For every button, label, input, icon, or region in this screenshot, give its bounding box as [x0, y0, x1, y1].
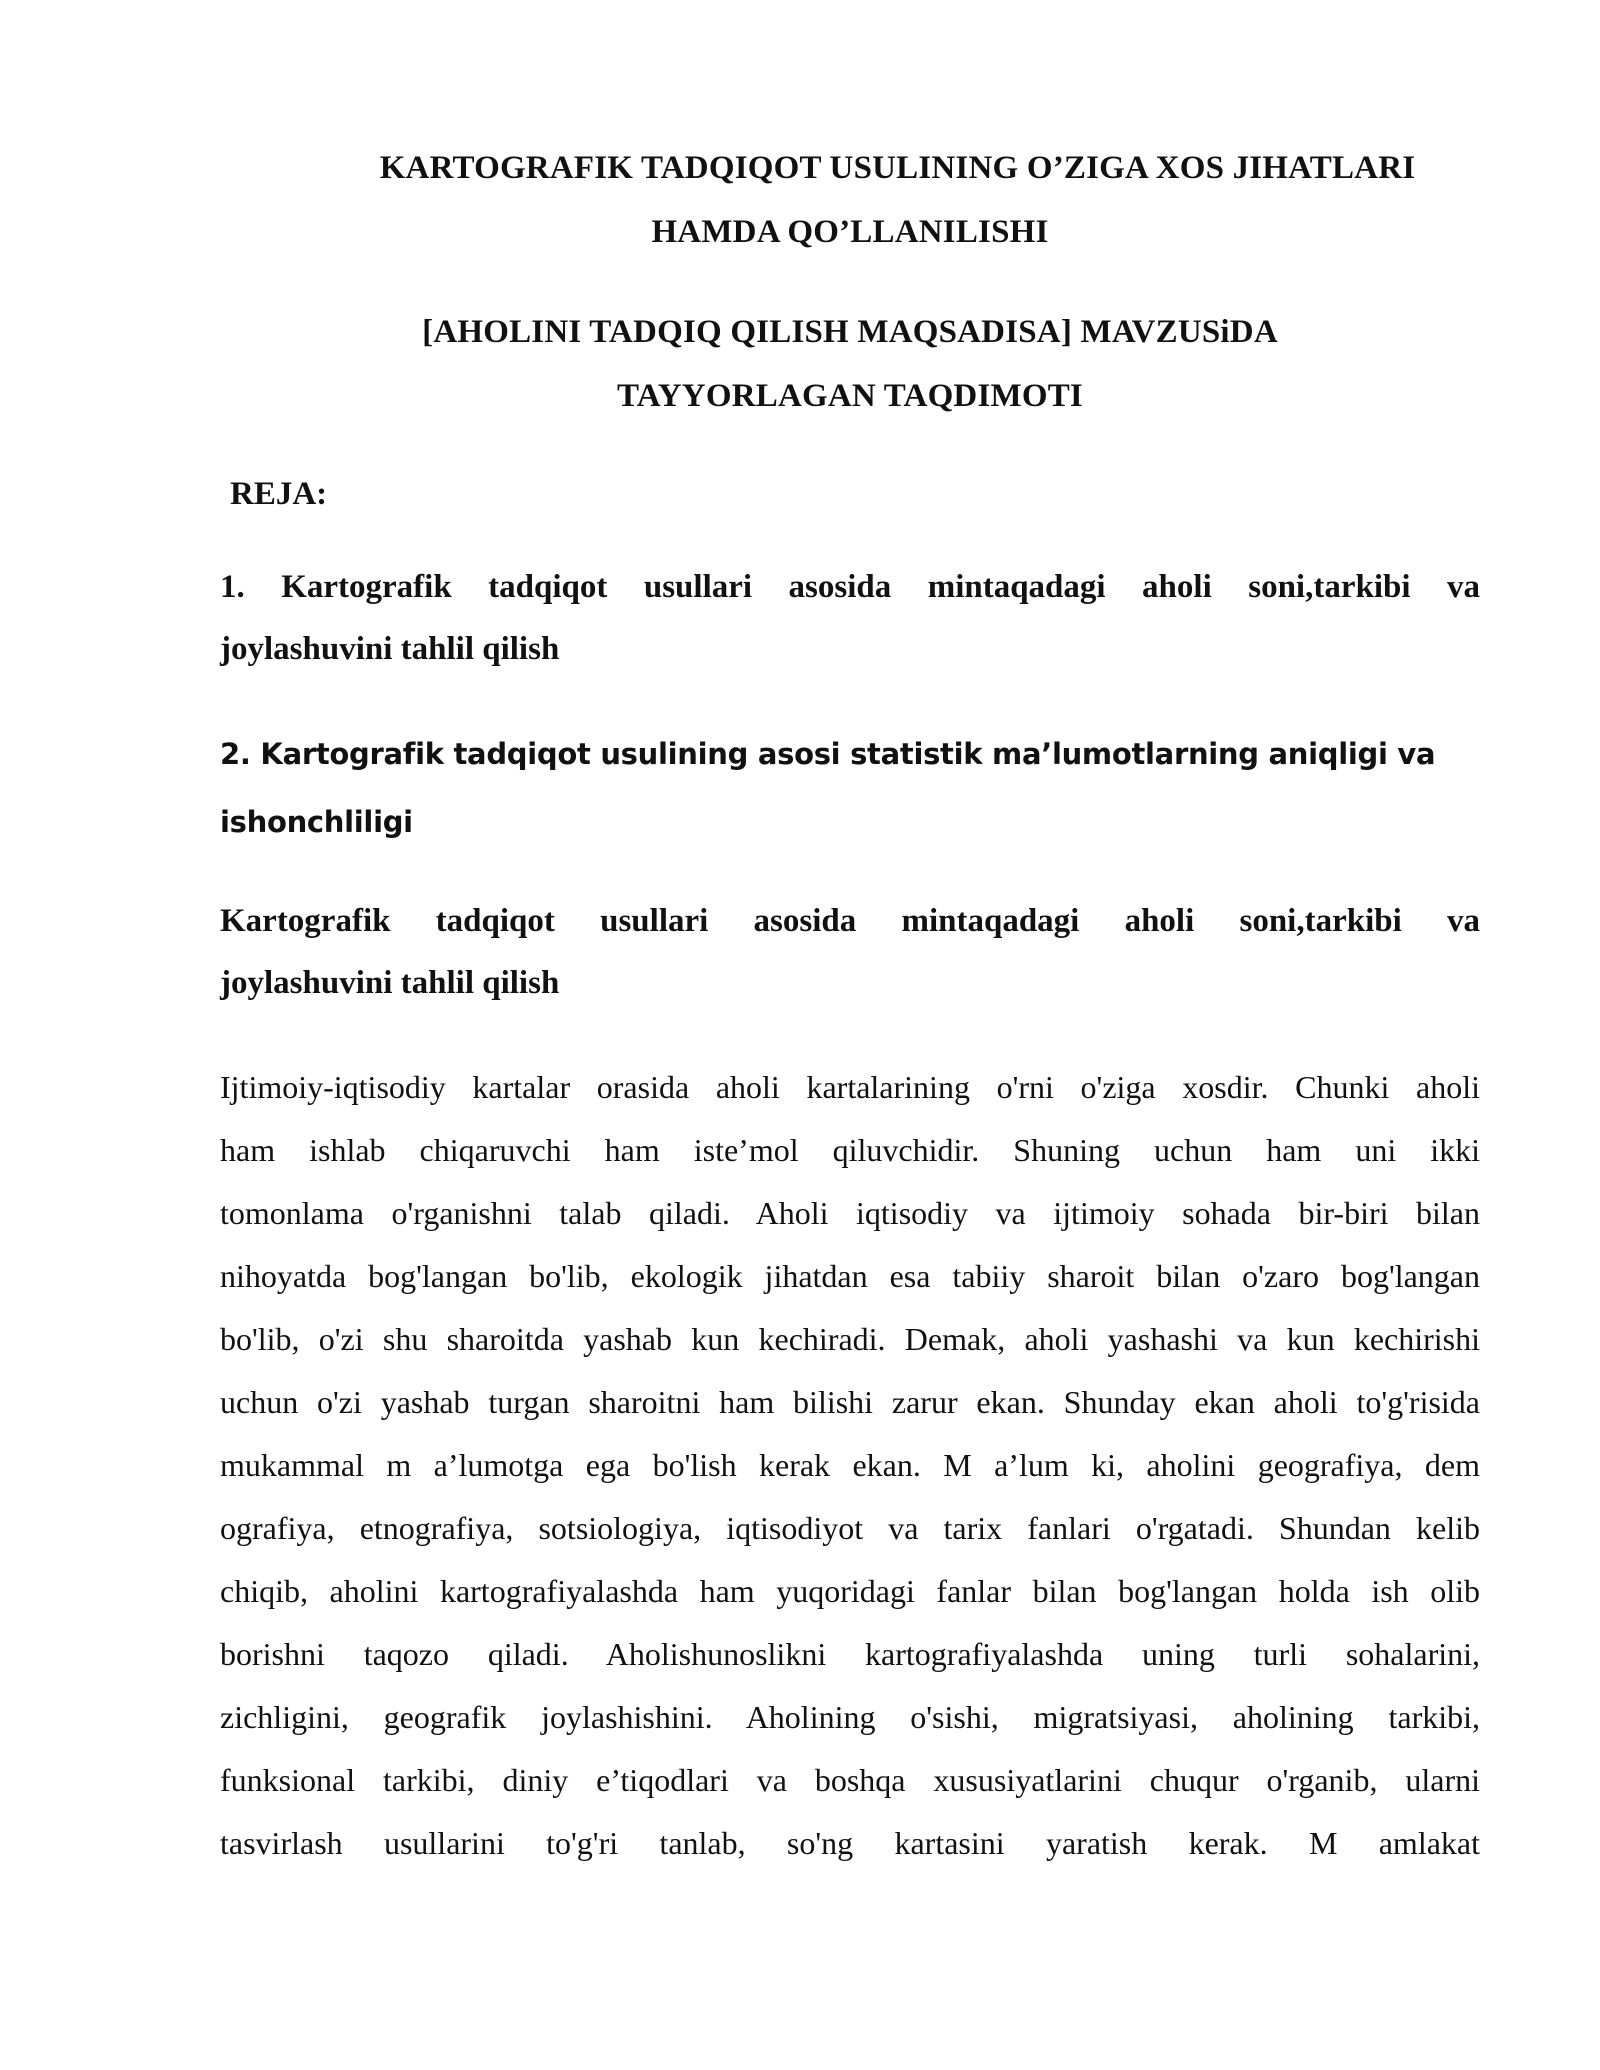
body-line: nihoyatda bog'langan bo'lib, ekologik jihatdan esa tabiiy sharoit bilan o'zaro bog'langan	[220, 1258, 1480, 1294]
body-line: Ijtimoiy-iqtisodiy kartalar orasida aholi kartalarining o'rni o'ziga xosdir. Chunki aholi	[220, 1069, 1480, 1105]
body-line: tomonlama o'rganishni talab qiladi. Aholi iqtisodiy va ijtimoiy sohada bir-biri bilan	[220, 1195, 1480, 1231]
body-line: chiqib, aholini kartografiyalashda ham yuqoridagi fanlar bilan bog'langan holda ish olib	[220, 1573, 1480, 1609]
section-heading-line-2: joylashuvini tahlil qilish	[220, 965, 560, 1001]
document-title	[220, 136, 1480, 264]
plan-item-1	[220, 556, 1480, 680]
body-line: tasvirlash usullarini to'g'ri tanlab, so'ng kartasini yaratish kerak. M amlakat	[220, 1825, 1480, 1861]
body-paragraph	[220, 1056, 1480, 1875]
section-heading-line-1: Kartografik tadqiqot usullari asosida mintaqadagi aholi soni,tarkibi va	[220, 903, 1480, 939]
plan-item-1-line-1: 1. Kartografik tadqiqot usullari asosida mintaqadagi aholi soni,tarkibi va	[220, 569, 1480, 605]
plan-item-2-line-2: ishonchliligi	[220, 805, 413, 839]
document-title-line-1: KARTOGRAFIK TADQIQOT USULINING O’ZIGA XOS JIHATLARI	[379, 150, 1416, 186]
section-heading	[220, 890, 1480, 1014]
body-line: uchun o'zi yashab turgan sharoitni ham bilishi zarur ekan. Shunday ekan aholi to'g'risida	[220, 1384, 1480, 1420]
document-subtitle	[220, 300, 1480, 428]
body-line: ham ishlab chiqaruvchi ham iste’mol qiluvchidir. Shuning uchun ham uni ikki	[220, 1132, 1480, 1168]
plan-item-2	[220, 720, 1480, 856]
document-subtitle-line-1: [AHOLINI TADQIQ QILISH MAQSADISA] MAVZUSiDA	[422, 314, 1278, 350]
plan-item-2-line-1: 2. Kartografik tadqiqot usulining asosi statistik ma’lumotlarning aniqligi va	[220, 737, 1436, 771]
body-line: mukammal m a’lumotga ega bo'lish kerak ekan. M a’lum ki, aholini geografiya, dem	[220, 1447, 1480, 1483]
plan-item-1-line-2: joylashuvini tahlil qilish	[220, 631, 560, 667]
body-line: zichligini, geografik joylashishini. Aholining o'sishi, migratsiyasi, aholining tarkibi,	[220, 1699, 1480, 1735]
body-line: borishni taqozo qiladi. Aholishunoslikni kartografiyalashda uning turli sohalarini,	[220, 1636, 1480, 1672]
body-line: funksional tarkibi, diniy e’tiqodlari va boshqa xususiyatlarini chuqur o'rganib, ularni	[220, 1762, 1480, 1798]
document-title-line-2: HAMDA QO’LLANILISHI	[651, 214, 1049, 250]
plan-label: REJA:	[230, 476, 328, 512]
body-line: bo'lib, o'zi shu sharoitda yashab kun kechiradi. Demak, aholi yashashi va kun kechirishi	[220, 1321, 1480, 1357]
document-subtitle-line-2: TAYYORLAGAN TAQDIMOTI	[617, 378, 1083, 414]
body-line: ografiya, etnografiya, sotsiologiya, iqtisodiyot va tarix fanlari o'rgatadi. Shundan kelib	[220, 1510, 1480, 1546]
